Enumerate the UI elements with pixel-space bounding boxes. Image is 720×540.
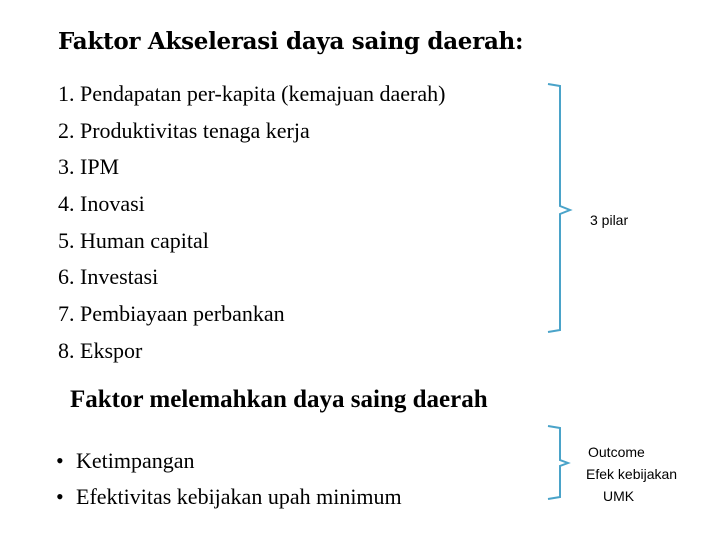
list-item: 8. Ekspor xyxy=(58,337,143,363)
right-brace-1 xyxy=(548,84,570,332)
list-item: 3. IPM xyxy=(58,154,120,180)
list-item-label: Efektivitas kebijakan upah minimum xyxy=(76,484,402,509)
list-item xyxy=(56,443,402,479)
list-item: 7. Pembiayaan perbankan xyxy=(58,301,285,327)
list-item: 2. Produktivitas tenaga kerja xyxy=(58,117,310,143)
brace-note-3-pilar: 3 pilar xyxy=(590,212,629,228)
weakening-factor-list xyxy=(56,443,402,515)
list-item: 4. Inovasi xyxy=(58,191,145,217)
list-item: 1. Pendapatan per-kapita (kemajuan daerah) xyxy=(58,81,446,106)
section2-title: Faktor melemahkan daya saing daerah xyxy=(70,386,488,413)
right-brace-2 xyxy=(548,426,568,499)
brace-note-outcome: Outcome xyxy=(588,444,645,460)
section1-title: Faktor Akselerasi daya saing daerah: xyxy=(58,28,524,55)
brace-note-efek-kebijakan: Efek kebijakan xyxy=(586,466,678,482)
list-item: 5. Human capital xyxy=(58,227,209,253)
bullet-icon: • xyxy=(56,448,64,473)
list-item-label: Ketimpangan xyxy=(76,448,195,473)
bullet-icon: • xyxy=(56,484,64,509)
brace-note-umk: UMK xyxy=(603,488,635,504)
list-item xyxy=(56,479,402,515)
list-item: 6. Investasi xyxy=(58,264,159,290)
